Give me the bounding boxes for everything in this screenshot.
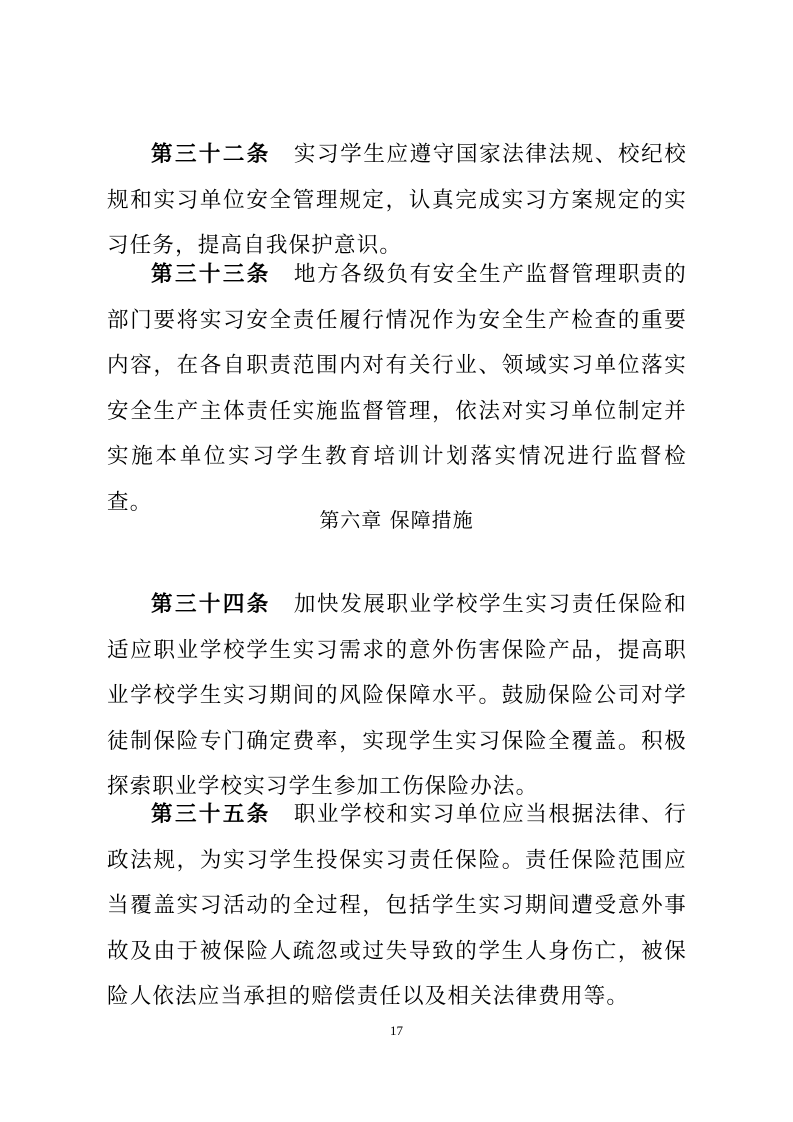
article-32-text: 实习学生应遵守国家法律法规、校纪校规和实习单位安全管理规定，认真完成实习方案规定的实习任务，提高自我保护意识。 [107, 142, 687, 258]
article-33-number: 第三十三条 [151, 262, 271, 287]
article-35-number: 第三十五条 [151, 802, 271, 827]
article-33-text: 地方各级负有安全生产监督管理职责的部门要将实习安全责任履行情况作为安全生产检查的重要内容，在各自职责范围内对有关行业、领域实习单位落实安全生产主体责任实施监督管理，依法对实习单位制定并实施本单位实习学生教育培训计划落实情况进行监督检查。 [107, 262, 687, 515]
article-32-paragraph [107, 132, 687, 269]
article-35-text: 职业学校和实习单位应当根据法律、行政法规，为实习学生投保实习责任保险。责任保险范围应当覆盖实习活动的全过程，包括学生实习期间遭受意外事故及由于被保险人疏忽或过失导致的学生人身伤亡，被保险人依法应当承担的赔偿责任以及相关法律费用等。 [107, 802, 687, 1009]
article-32-number: 第三十二条 [151, 142, 271, 167]
article-34-text: 加快发展职业学校学生实习责任保险和适应职业学校学生实习需求的意外伤害保险产品，提高职业学校学生实习期间的风险保障水平。鼓励保险公司对学徒制保险专门确定费率，实现学生实习保险全覆盖。积极探索职业学校实习学生参加工伤保险办法。 [107, 592, 687, 799]
article-34-number: 第三十四条 [151, 592, 271, 617]
page-number: 17 [390, 1023, 403, 1038]
chapter-heading: 第六章 保障措施 [319, 508, 474, 532]
article-34-paragraph [107, 582, 687, 810]
article-35-paragraph [107, 792, 687, 1020]
article-33-paragraph [107, 252, 687, 525]
